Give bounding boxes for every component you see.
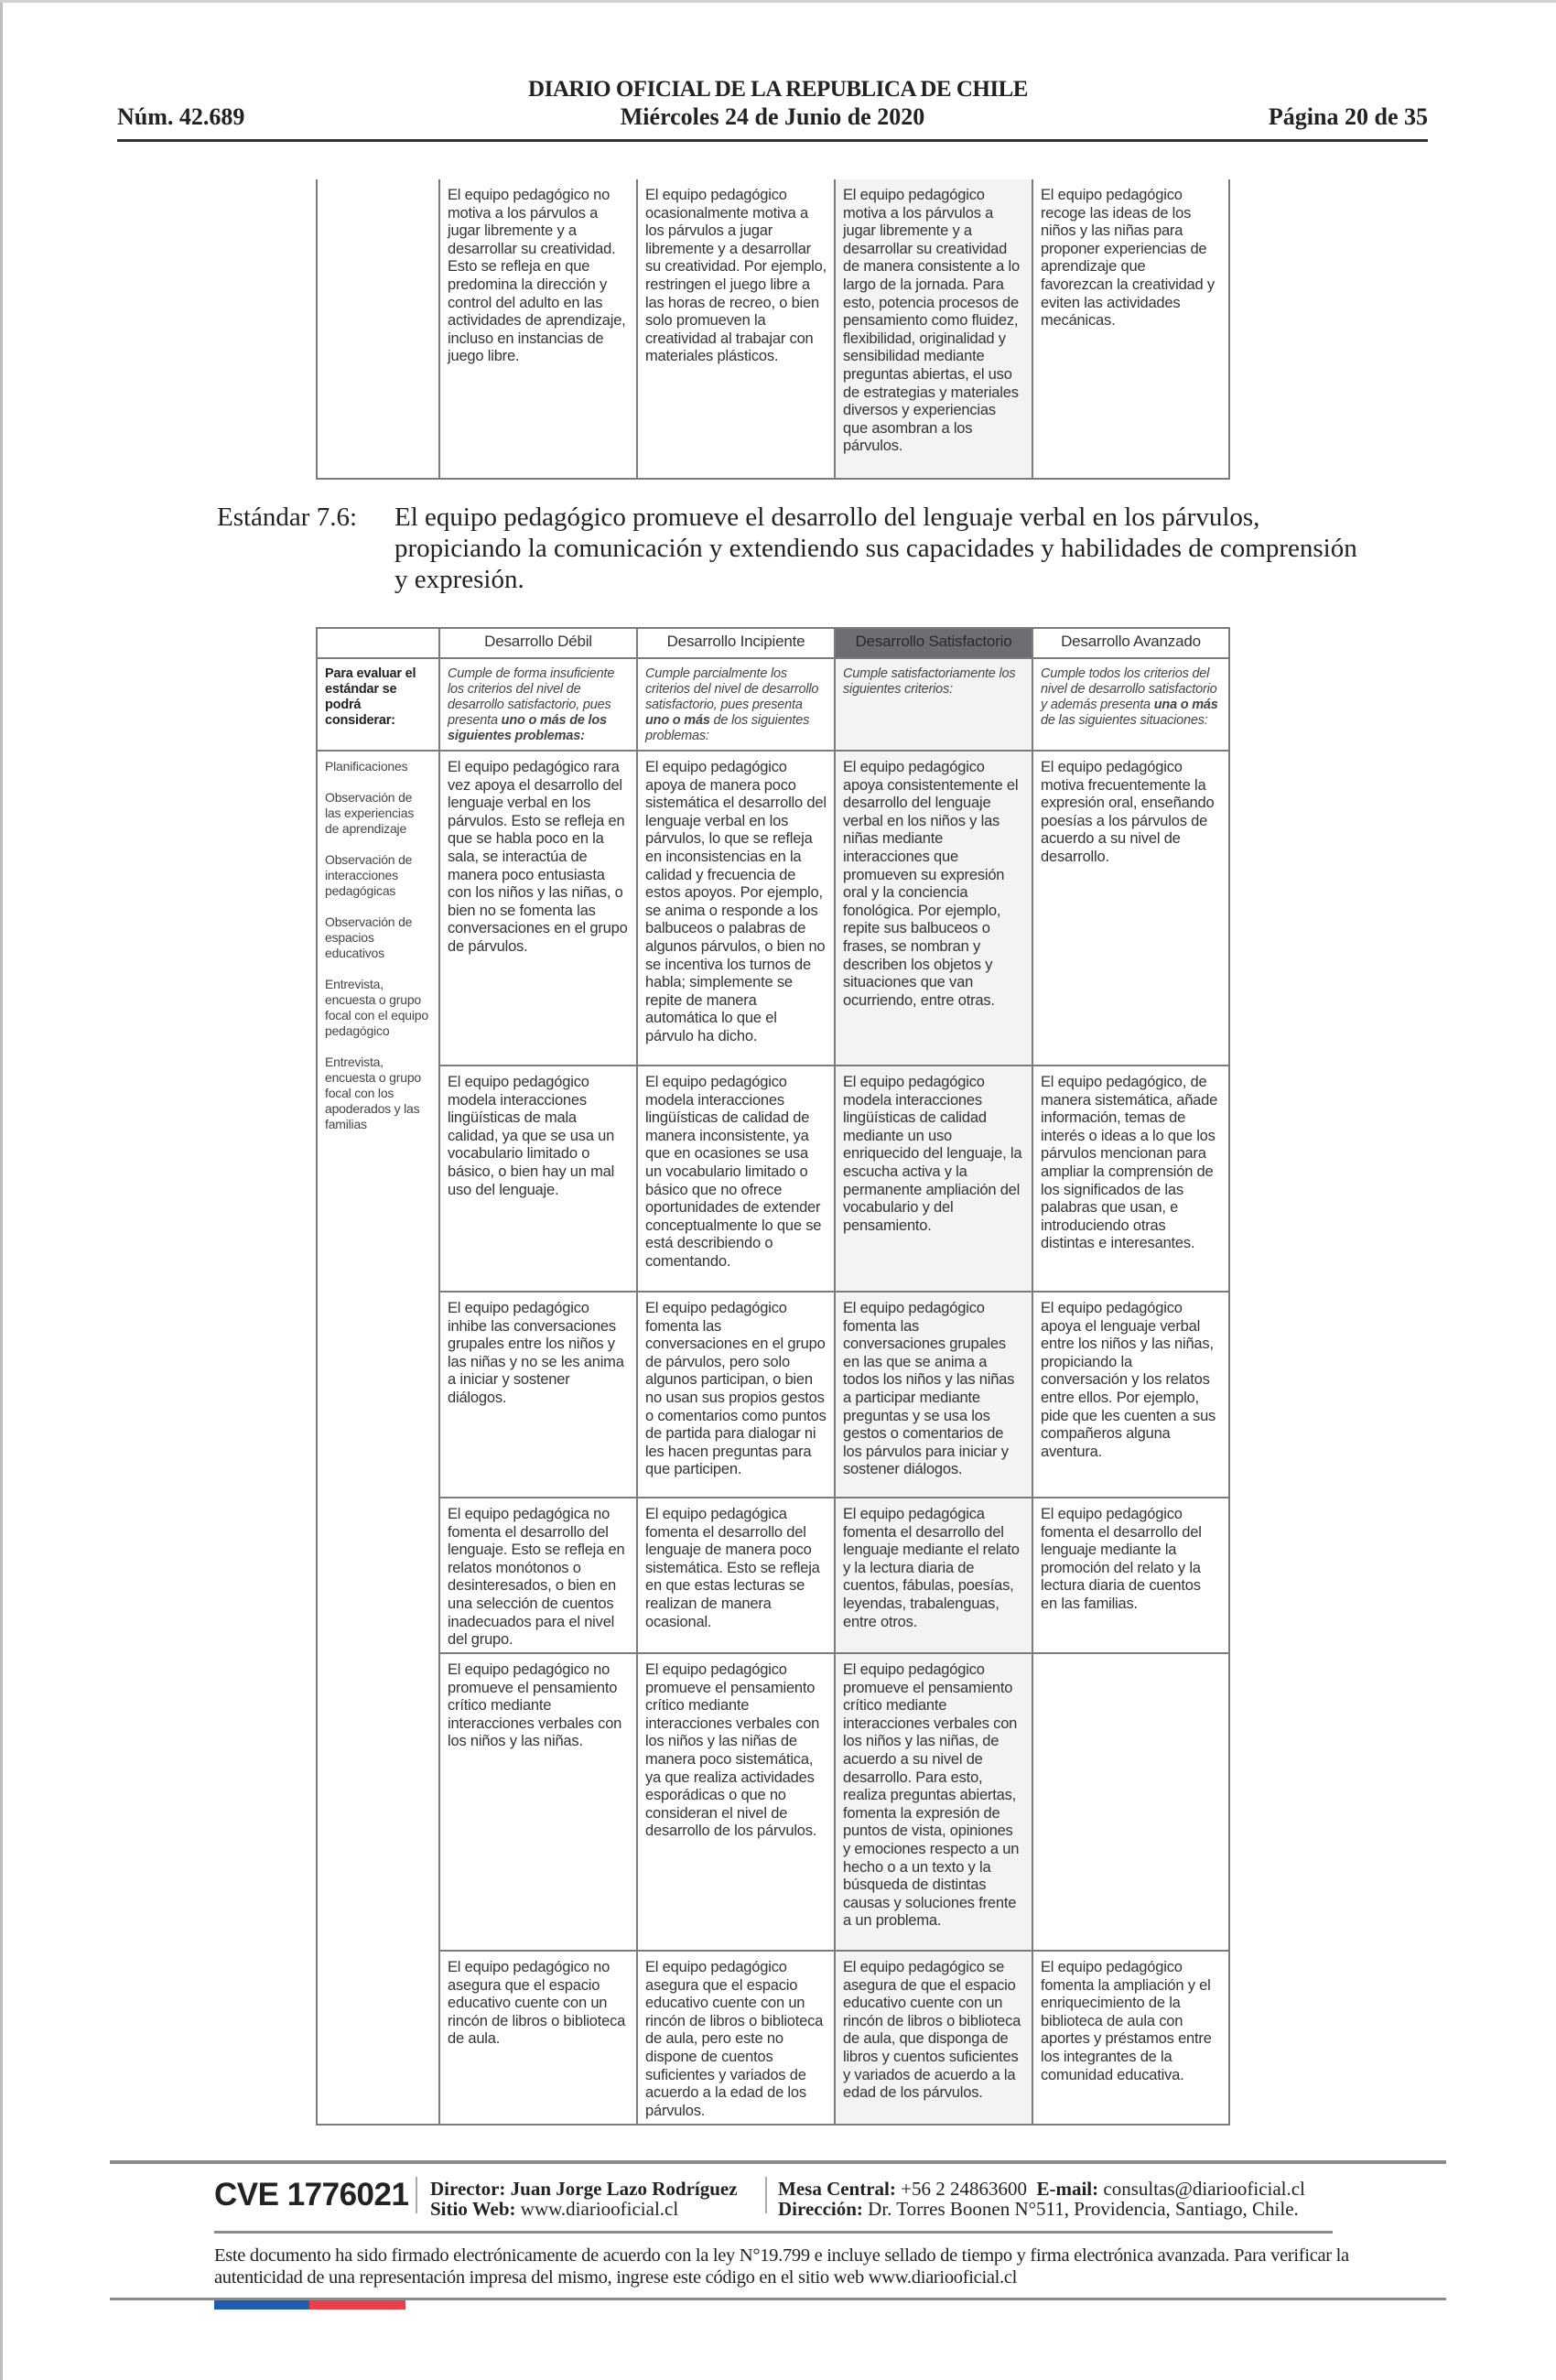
criteria-emphasis: una o más bbox=[1153, 698, 1218, 712]
footer-separator bbox=[765, 2177, 767, 2213]
source-item: Observación de interacciones pedagógicas bbox=[325, 852, 413, 898]
cell-avanzado: El equipo pedagógico fomenta la ampliación y el enriquecimiento de la biblioteca de aula con aportes y préstamos entre los integrantes de la comunidad educativa. bbox=[1032, 1951, 1229, 2125]
header-avanzado: Desarrollo Avanzado bbox=[1032, 628, 1229, 658]
cell-debil: El equipo pedagógico modela interacciones lingüísticas de mala calidad, ya que se usa un vocabulario limitado o básico, o bien hay un mal uso del lenguaje. bbox=[439, 1066, 637, 1292]
director-label: Director: bbox=[430, 2178, 506, 2200]
cell-satisfactorio: El equipo pedagógica fomenta el desarrollo del lenguaje mediante el relato y la lectura diaria de cuentos, fábulas, poesías, leyendas, trabalenguas, entre otros. bbox=[835, 1498, 1032, 1653]
cell-debil: El equipo pedagógico rara vez apoya el desarrollo del lenguaje verbal en los párvulos. Esto se refleja en que se habla poco en la sala, se interactúa de manera poco entusiasta con los niños y las niñas, o bien no se fomenta las conversaciones en el grupo de párvulos. bbox=[439, 751, 637, 1066]
criteria-text: de las siguientes situaciones: bbox=[1041, 713, 1208, 728]
header-satisfactorio: Desarrollo Satisfactorio bbox=[835, 628, 1032, 658]
criteria-text: de los siguientes problemas: bbox=[645, 713, 810, 743]
address: Dr. Torres Boonen N°511, Providencia, Santiago, Chile. bbox=[868, 2198, 1299, 2220]
email-link[interactable]: consultas@diariooficial.cl bbox=[1103, 2178, 1305, 2200]
source-cell-empty bbox=[317, 179, 439, 479]
page-edge bbox=[0, 0, 3, 2380]
cell-debil: El equipo pedagógico no asegura que el espacio educativo cuente con un rincón de libros o biblioteca de aula. bbox=[439, 1951, 637, 2125]
cell-incipiente: El equipo pedagógico modela interacciones lingüísticas de calidad de manera inconsistente, ya que en ocasiones se usa un vocabulario limitado o básico que no ofrece oportunidades de extender conceptualmente lo que se está describiendo o comentando. bbox=[637, 1066, 835, 1292]
cell-incipiente: El equipo pedagógico promueve el pensamiento crítico mediante interacciones verbales con los niños y las niñas de manera poco sistemática, ya que realiza actividades esporádicas o que no consideran el nivel de desarrollo de los párvulos. bbox=[637, 1653, 835, 1951]
table-row bbox=[317, 1951, 1229, 2125]
header-debil: Desarrollo Débil bbox=[439, 628, 637, 658]
source-item: Observación de espacios educativos bbox=[325, 914, 413, 960]
cell-incipiente: El equipo pedagógico fomenta las conversaciones en el grupo de párvulos, pero solo algunos participan, o bien no usan sus propios gestos o comentarios como puntos de partida para dialogar ni les hacen preguntas para que participen. bbox=[637, 1292, 835, 1498]
cell-satisfactorio: El equipo pedagógico fomenta las conversaciones grupales en las que se anima a todos los niños y las niñas a participar mediante preguntas y se usa los gestos o comentarios de los párvulos para iniciar y sostener diálogos. bbox=[835, 1292, 1032, 1498]
table-row bbox=[317, 1498, 1229, 1653]
cell-debil: El equipo pedagógico no motiva a los párvulos a jugar libremente y a desarrollar su creatividad. Esto se refleja en que predomina la dirección y control del adulto en las actividades de aprendizaje, incluso en instancias de juego libre. bbox=[439, 179, 637, 479]
criteria-emphasis: uno o más de los siguientes problemas: bbox=[448, 713, 607, 743]
header-incipiente: Desarrollo Incipiente bbox=[637, 628, 835, 658]
footer-contact-block bbox=[778, 2179, 1305, 2219]
cell-incipiente: El equipo pedagógico asegura que el espacio educativo cuente con un rincón de libros o biblioteca de aula, pero este no dispone de cuentos suficientes y variados de acuerdo a la edad de los párvulos. bbox=[637, 1951, 835, 2125]
footer-rule bbox=[214, 2231, 1333, 2234]
cell-avanzado: El equipo pedagógico recoge las ideas de los niños y las niñas para proponer experiencias de aprendizaje que favorezcan la creatividad y eviten las actividades mecánicas. bbox=[1032, 179, 1229, 479]
cell-satisfactorio: El equipo pedagógico apoya consistentemente el desarrollo del lenguaje verbal en los niños y las niñas mediante interacciones que promueven su expresión oral y la conciencia fonológica. Por ejemplo, repite sus balbuceos o frases, se nombran y describen los objetos y situaciones que van ocurriendo, entre otras. bbox=[835, 751, 1032, 1066]
cell-incipiente: El equipo pedagógico ocasionalmente motiva a los párvulos a jugar libremente y a desarrollar su creatividad. Por ejemplo, restringen el juego libre a las horas de recreo, o bien solo promueven la creatividad al trabajar con materiales plásticos. bbox=[637, 179, 835, 479]
header-empty bbox=[317, 628, 439, 658]
newspaper-title: DIARIO OFICIAL DE LA REPUBLICA DE CHILE bbox=[528, 77, 1028, 102]
cell-avanzado: El equipo pedagógico, de manera sistemática, añade información, temas de interés o ideas a lo que los párvulos mencionan para ampliar la comprensión de los significados de las palabras que usan, e introduciendo otras distintas e interesantes. bbox=[1032, 1066, 1229, 1292]
criteria-emphasis: uno o más bbox=[645, 713, 710, 728]
web-label: Sitio Web: bbox=[430, 2198, 516, 2220]
cell-incipiente: El equipo pedagógico apoya de manera poco sistemática el desarrollo del lenguaje verbal en los párvulos, lo que se refleja en inconsistencias en la calidad y frecuencia de estos apoyos. Por ejemplo, se anima o responde a los balbuceos o palabras de algunos párvulos, o bien no se incentiva los turnos de habla; simplemente se repite de manera automática lo que el párvulo ha dicho. bbox=[637, 751, 835, 1066]
issue-date: Miércoles 24 de Junio de 2020 bbox=[620, 103, 925, 130]
signature-disclaimer: Este documento ha sido firmado electrónicamente de acuerdo con la ley N°19.799 e incluye sellado de tiempo y firma electrónica avanzada. Para verificar la autenticidad de una representación impresa del mismo, ingrese este código en el sitio web www.diariooficial.cl bbox=[214, 2245, 1349, 2288]
cell-avanzado bbox=[1032, 1653, 1229, 1951]
standard-label: Estándar 7.6: bbox=[217, 503, 358, 532]
source-item: Observación de las experiencias de aprendizaje bbox=[325, 790, 415, 836]
criteria-label: Para evaluar el estándar se podrá considerar: bbox=[317, 658, 439, 751]
flag-bar-blue bbox=[214, 2300, 309, 2310]
cve-code: CVE 1776021 bbox=[214, 2177, 409, 2212]
email-label: E-mail: bbox=[1036, 2178, 1099, 2200]
source-item: Entrevista, encuesta o grupo focal con el equipo pedagógico bbox=[325, 977, 428, 1038]
footer-director-block bbox=[430, 2179, 738, 2219]
criteria-row bbox=[317, 658, 1229, 751]
rubric-header-row bbox=[317, 628, 1229, 658]
page-edge-top bbox=[0, 0, 1556, 3]
previous-standard-table-continuation bbox=[316, 179, 1230, 480]
standard-text: El equipo pedagógico promueve el desarrollo del lenguaje verbal en los párvulos, propiciando la comunicación y extendiendo sus capacidades y habilidades de comprensión y expresión. bbox=[394, 503, 1357, 594]
phone-number: +56 2 24863600 bbox=[901, 2178, 1027, 2200]
criteria-text: Cumple parcialmente los criterios del nivel de desarrollo satisfactorio, pues presenta bbox=[645, 666, 819, 712]
footer-separator bbox=[416, 2177, 417, 2213]
cell-satisfactorio: El equipo pedagógico motiva a los párvulos a jugar libremente y a desarrollar su creatividad de manera consistente a lo largo de la jornada. Para esto, potencia procesos de pensamiento como fluidez, flexibilidad, originalidad y sensibilidad mediante preguntas abiertas, el uso de estrategias y materiales diversos y experiencias que asombran a los párvulos. bbox=[835, 179, 1032, 479]
table-row bbox=[317, 751, 1229, 1066]
source-item: Planificaciones bbox=[325, 759, 408, 774]
criteria-text: Cumple satisfactoriamente los siguientes criterios: bbox=[843, 666, 1016, 697]
cell-avanzado: El equipo pedagógico motiva frecuentemente la expresión oral, enseñando poesías a los párvulos de acuerdo a su nivel de desarrollo. bbox=[1032, 751, 1229, 1066]
flag-bar-red bbox=[309, 2300, 405, 2310]
criteria-incipiente bbox=[637, 658, 835, 751]
source-item: Entrevista, encuesta o grupo focal con los apoderados y las familias bbox=[325, 1055, 421, 1131]
cell-debil: El equipo pedagógico no promueve el pensamiento crítico mediante interacciones verbales con los niños y las niñas. bbox=[439, 1653, 637, 1951]
criteria-text: Cumple todos los criterios del nivel de desarrollo satisfactorio y además presenta bbox=[1041, 666, 1217, 712]
address-label: Dirección: bbox=[778, 2198, 863, 2220]
cell-incipiente: El equipo pedagógica fomenta el desarrollo del lenguaje de manera poco sistemática. Esto se refleja en que estas lecturas se realizan de manera ocasional. bbox=[637, 1498, 835, 1653]
header-rule bbox=[117, 139, 1428, 142]
page-number: Página 20 de 35 bbox=[1268, 103, 1428, 130]
cell-satisfactorio: El equipo pedagógico promueve el pensamiento crítico mediante interacciones verbales con los niños y las niñas, de acuerdo a su nivel de desarrollo. Para esto, realiza preguntas abiertas, fomenta la expresión de puntos de vista, opiniones y emociones respecto a un hecho o a un texto y la búsqueda de distintas causas y soluciones frente a un problema. bbox=[835, 1653, 1032, 1951]
criteria-debil bbox=[439, 658, 637, 751]
footer-rule bbox=[110, 2160, 1446, 2164]
cell-debil: El equipo pedagógica no fomenta el desarrollo del lenguaje. Esto se refleja en relatos monótonos o desinteresados, o bien en una selección de cuentos inadecuados para el nivel del grupo. bbox=[439, 1498, 637, 1653]
criteria-satisfactorio bbox=[835, 658, 1032, 751]
director-name: Juan Jorge Lazo Rodríguez bbox=[510, 2178, 738, 2200]
cell-debil: El equipo pedagógico inhibe las conversaciones grupales entre los niños y las niñas y no se les anima a iniciar y sostener diálogos. bbox=[439, 1292, 637, 1498]
phone-label: Mesa Central: bbox=[778, 2178, 896, 2200]
cell-satisfactorio: El equipo pedagógico modela interacciones lingüísticas de calidad mediante un uso enriquecido del lenguaje, la escucha activa y la permanente ampliación del vocabulario y del pensamiento. bbox=[835, 1066, 1032, 1292]
cell-avanzado: El equipo pedagógico apoya el lenguaje verbal entre los niños y las niñas, propiciando la conversación y los relatos entre ellos. Por ejemplo, pide que les cuenten a sus compañeros alguna aventura. bbox=[1032, 1292, 1229, 1498]
issue-number: Núm. 42.689 bbox=[117, 103, 245, 130]
criteria-text: Cumple de forma insuficiente los criterios del nivel de desarrollo satisfactorio, pues presenta bbox=[448, 666, 615, 728]
web-link[interactable]: www.diariooficial.cl bbox=[520, 2198, 679, 2220]
evidence-sources bbox=[317, 751, 439, 2125]
table-row bbox=[317, 179, 1229, 479]
cell-satisfactorio: El equipo pedagógico se asegura de que el espacio educativo cuente con un rincón de libros o biblioteca de aula, que disponga de libros y cuentos suficientes y variados de acuerdo a la edad de los párvulos. bbox=[835, 1951, 1032, 2125]
criteria-avanzado bbox=[1032, 658, 1229, 751]
table-row bbox=[317, 1066, 1229, 1292]
cell-avanzado: El equipo pedagógico fomenta el desarrollo del lenguaje mediante la promoción del relato y la lectura diaria de cuentos en las familias. bbox=[1032, 1498, 1229, 1653]
rubric-table bbox=[316, 627, 1230, 2126]
table-row bbox=[317, 1292, 1229, 1498]
table-row bbox=[317, 1653, 1229, 1951]
